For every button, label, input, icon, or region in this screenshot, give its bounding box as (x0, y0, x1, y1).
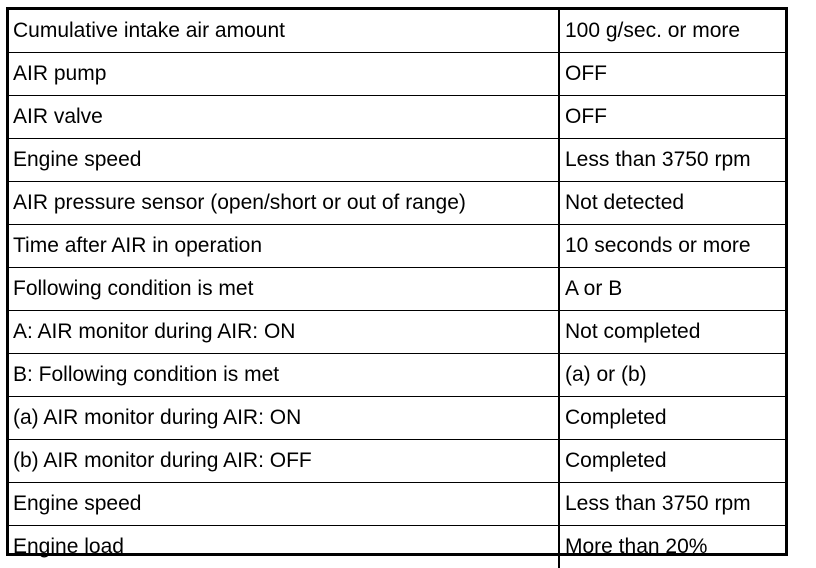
value-cell: Completed (559, 397, 785, 440)
parameter-cell: (a) AIR monitor during AIR: ON (9, 397, 559, 440)
table-row (9, 268, 785, 311)
table-row (9, 96, 785, 139)
conditions-table (9, 10, 785, 568)
parameter-cell: Engine load (9, 526, 559, 568)
value-cell: Not detected (559, 182, 785, 225)
value-cell: 10 seconds or more (559, 225, 785, 268)
parameter-cell: A: AIR monitor during AIR: ON (9, 311, 559, 354)
table-row (9, 53, 785, 96)
value-cell: A or B (559, 268, 785, 311)
parameter-cell: Time after AIR in operation (9, 225, 559, 268)
parameter-cell: Engine speed (9, 483, 559, 526)
parameter-cell: AIR valve (9, 96, 559, 139)
table-row (9, 182, 785, 225)
value-cell: OFF (559, 96, 785, 139)
table-row (9, 483, 785, 526)
value-cell: 100 g/sec. or more (559, 10, 785, 53)
table-row (9, 440, 785, 483)
table-row (9, 354, 785, 397)
parameter-cell: AIR pump (9, 53, 559, 96)
value-cell: Less than 3750 rpm (559, 483, 785, 526)
parameter-cell: Following condition is met (9, 268, 559, 311)
table-row (9, 397, 785, 440)
table-row (9, 311, 785, 354)
parameter-cell: Engine speed (9, 139, 559, 182)
parameter-cell: Cumulative intake air amount (9, 10, 559, 53)
value-cell: (a) or (b) (559, 354, 785, 397)
parameter-cell: B: Following condition is met (9, 354, 559, 397)
value-cell: OFF (559, 53, 785, 96)
table-row (9, 225, 785, 268)
value-cell: Not completed (559, 311, 785, 354)
conditions-table-frame (6, 7, 788, 556)
parameter-cell: AIR pressure sensor (open/short or out of range) (9, 182, 559, 225)
table-row (9, 526, 785, 568)
table-row (9, 10, 785, 53)
table-row (9, 139, 785, 182)
value-cell: More than 20% (559, 526, 785, 568)
value-cell: Less than 3750 rpm (559, 139, 785, 182)
value-cell: Completed (559, 440, 785, 483)
parameter-cell: (b) AIR monitor during AIR: OFF (9, 440, 559, 483)
